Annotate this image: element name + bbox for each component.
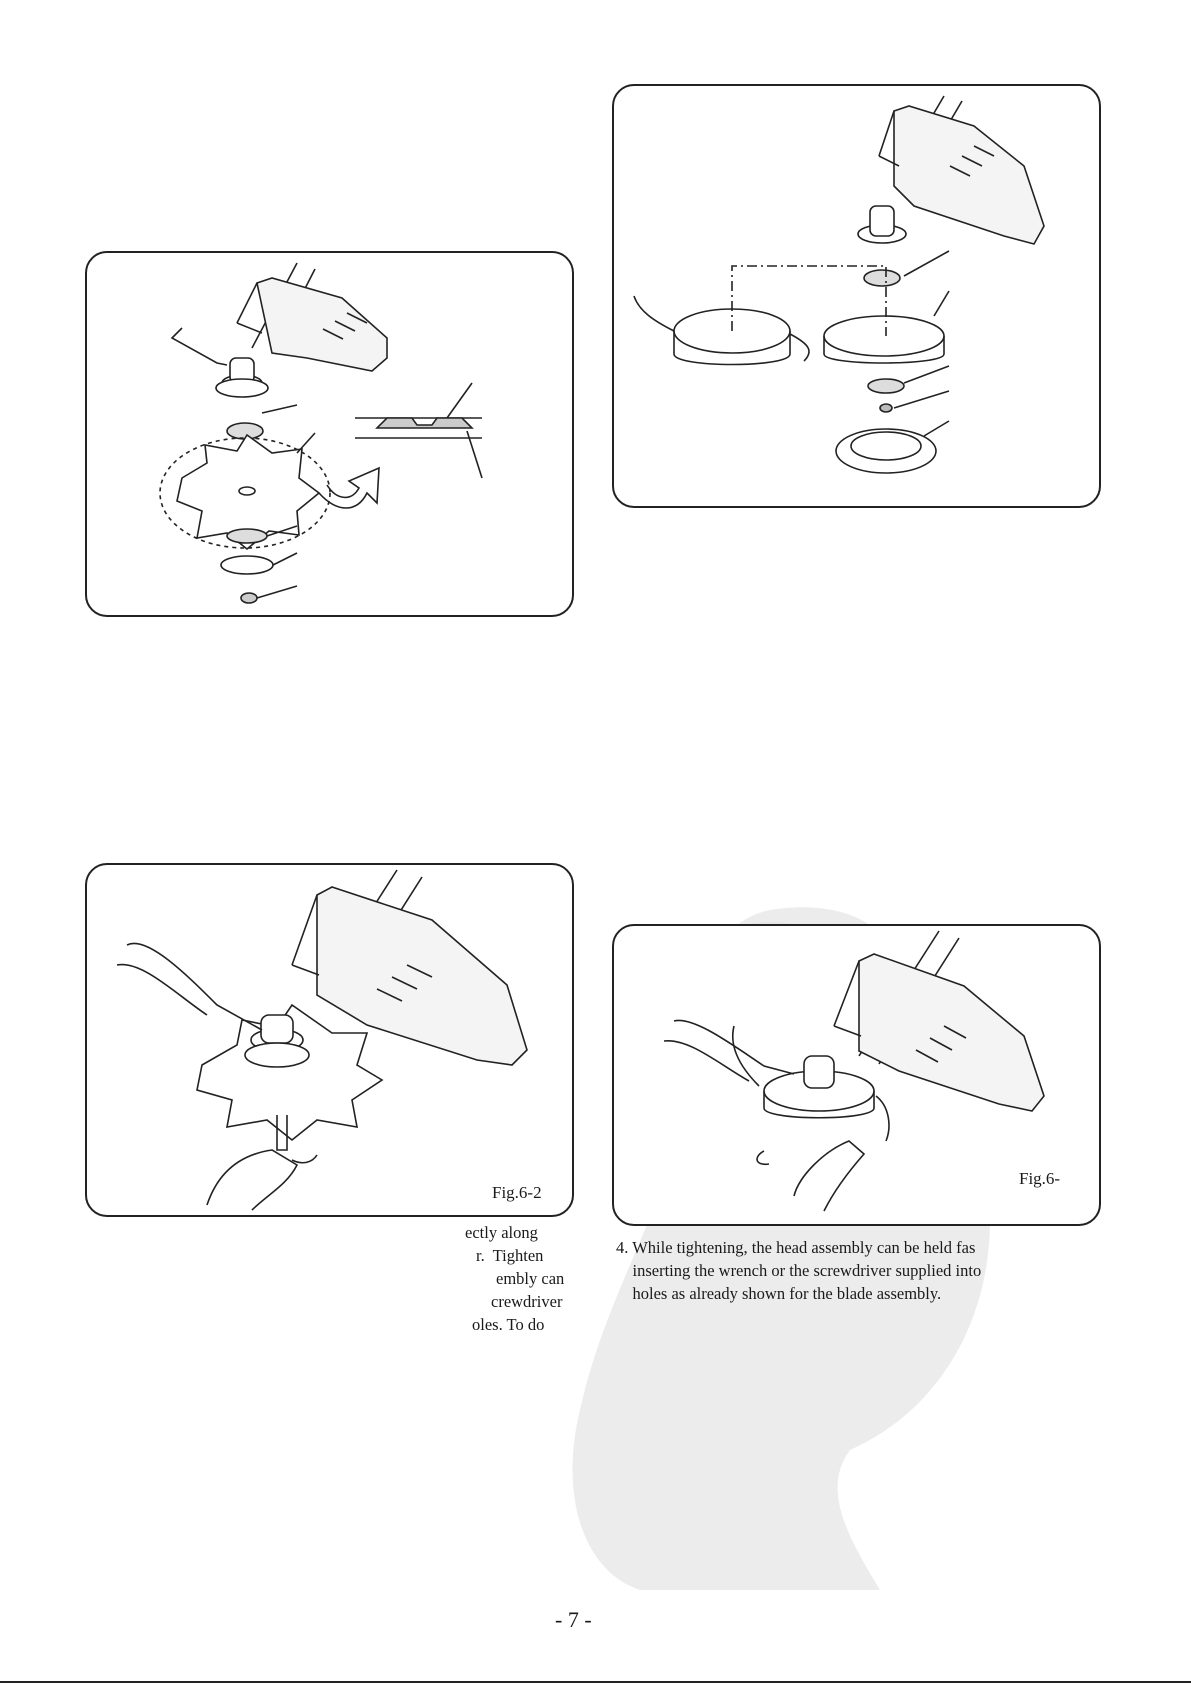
blade-exploded-drawing [87, 253, 572, 615]
figure-head-exploded [612, 84, 1101, 508]
left-text-line: oles. To do [472, 1315, 545, 1334]
left-text-line: crewdriver [491, 1292, 563, 1311]
figure-blade-tighten [85, 863, 574, 1217]
figure-label-6: Fig.6- [1019, 1169, 1061, 1188]
step-4-line: holes as already shown for the blade assembly. [616, 1284, 942, 1303]
left-text-line: embly can [496, 1269, 565, 1288]
step-4-line: inserting the wrench or the screwdriver supplied into [616, 1261, 982, 1280]
blade-tighten-drawing [87, 865, 572, 1215]
left-text-line: r. Tighten [476, 1246, 544, 1265]
page-number: - 7 - [555, 1607, 592, 1632]
head-exploded-drawing [614, 86, 1099, 506]
bottom-rule [0, 1681, 1191, 1683]
figure-blade-exploded [85, 251, 574, 617]
figure-label-6-2: Fig.6-2 [492, 1183, 542, 1202]
figure-head-tighten [612, 924, 1101, 1226]
left-text-line: ectly along [465, 1223, 538, 1242]
step-4-line: 4. While tightening, the head assembly can be held fas [616, 1238, 976, 1257]
